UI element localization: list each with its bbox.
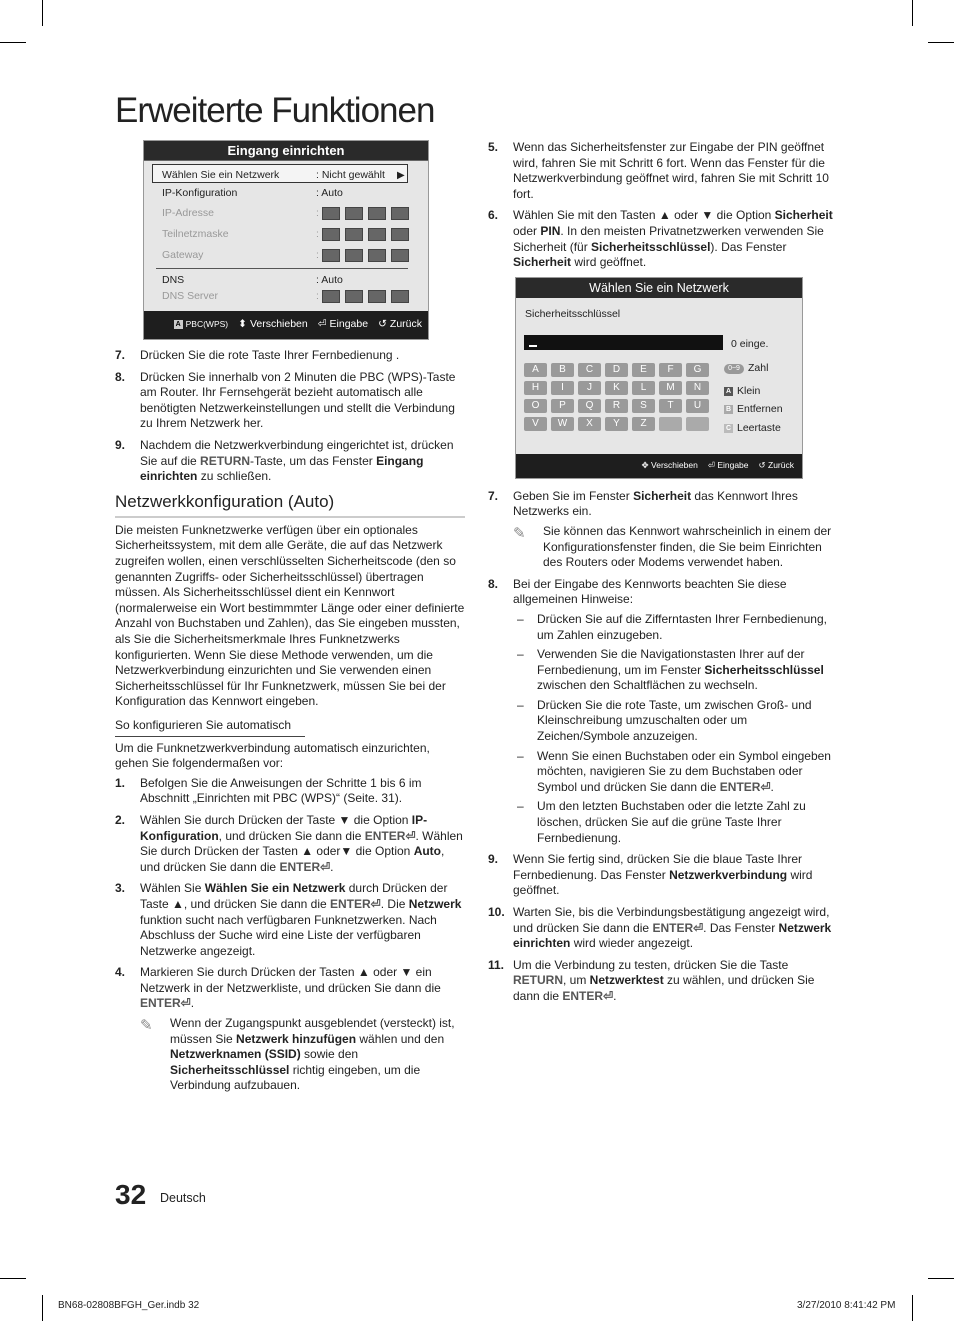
right-column [488,140,840,1011]
text-cursor [529,345,537,347]
key-h[interactable]: H [524,381,547,395]
step-number: 1. [115,775,126,790]
enter-icon: ⏎ [370,896,381,911]
footer-move [238,318,308,332]
list-item [115,965,465,1094]
enter-icon: ⏎ [405,828,416,843]
subheading-intro: Um die Funknetzwerkverbindung automatisch einzurichten, gehen Sie folgendermaßen vor: [115,740,430,771]
step-number: 5. [488,140,499,154]
key-w[interactable]: W [551,417,574,431]
hint-text: Um den letzten Buchstaben oder die letzte Zahl zu löschen, drücken Sie auf die grüne Taste Ihrer Fernbedienung. [537,799,806,845]
footer-enter-label: Eingabe [717,460,749,471]
step-text: Befolgen Sie die Anweisungen der Schritte 1 bis 6 im Abschnitt „Einrichten mit PBC (WPS)“ (Seite. 31). [140,775,422,806]
ui-term: Netzwerknamen (SSID) [170,1047,301,1062]
ip-octet-fields [322,290,409,303]
footer-move-label: Verschieben [651,460,698,471]
key-q[interactable]: Q [578,399,601,413]
field-label: Sicherheitsschlüssel [525,307,621,320]
enter-icon: ⏎ [693,920,704,935]
row-value: : [316,249,319,261]
note [513,524,840,571]
number-key-icon: 0~9 [724,364,744,374]
ui-term: IP-Konfiguration [140,812,428,843]
step-number: 11. [488,957,505,972]
step-number: 3. [115,881,126,896]
ui-term: Netzwerktest [589,973,664,988]
key-f[interactable]: F [659,363,682,377]
move-arrows-icon: ✥ [641,460,649,471]
page-number: 32 [115,1179,147,1210]
steps-list [488,489,840,1005]
key-a[interactable]: A [524,363,547,377]
list-item [115,776,465,807]
key-e[interactable]: E [632,363,655,377]
list-item [115,813,465,875]
key-z[interactable]: Z [632,417,655,431]
legend-label: Klein [737,384,761,397]
text: . Wählen Sie durch Drücken der Tasten ▲ oder▼ die Option [140,828,463,859]
text: das Kennwort Ihres Netzwerks ein. [513,488,798,519]
row-label: IP-Adresse [162,207,214,219]
row-value: : [316,207,319,219]
text: . Die [380,896,409,911]
ip-octet-fields [322,228,409,241]
step-text: Bei der Eingabe des Kennworts beachten Sie diese allgemeinen Hinweise: [513,576,787,607]
onscreen-keyboard [524,363,709,431]
green-key-icon: B [725,406,732,414]
crop-mark [0,42,26,43]
key-s[interactable]: S [632,399,655,413]
footer-move-label: Verschieben [249,318,308,331]
step-text: Drücken Sie die rote Taste Ihrer Fernbedienung . [140,348,400,362]
text: . [613,988,617,1003]
footer-back [759,460,794,471]
hint-item: – Verwenden Sie die Navigationstasten Ihrer auf der Fernbedienung, um im Fenster Sicherheitsschlüssel zwischen den Schaltflächen zu wechseln. [517,647,824,693]
char-count: 0 einge. [731,337,769,350]
footer-enter [708,460,749,471]
ui-term: Wählen Sie ein Netzwerk [204,881,346,896]
legend-red [724,385,760,399]
screen-title: Eingang einrichten [144,141,428,161]
key-name: ENTER [330,896,371,911]
footer-move [642,460,698,471]
hint-item: – Wenn Sie einen Buchstaben oder ein Symbol eingeben möchten, navigieren Sie zu dem Buchstaben oder Symbol und drücken Sie dann die ENTER⏎. [517,748,831,794]
key-v[interactable]: V [524,417,547,431]
row-value: : [316,228,319,240]
auto-steps-list [115,776,465,1094]
ui-term: Sicherheit [774,208,833,223]
text: Wenn der Zugangspunkt ausgeblendet (versteckt) ist, müssen Sie [170,1016,455,1046]
text: -Taste, um das Fenster [250,453,377,468]
text: Verwenden Sie die Navigationstasten Ihrer auf der Fernbedienung, um im Fenster [537,647,805,677]
key-blank[interactable] [686,417,709,431]
ui-term: Netzwerk [408,896,462,911]
key-d[interactable]: D [605,363,628,377]
list-item [488,489,840,571]
yellow-key-icon: C [725,425,732,433]
step-number: 2. [115,812,126,827]
crop-mark [928,42,954,43]
crop-mark [0,1278,26,1279]
footer-back-label: Zurück [768,460,794,471]
arrow-right-icon: ▶ [397,170,405,181]
security-key-screen [515,277,803,479]
pencil-icon: ✎ [513,524,526,542]
enter-icon: ⏎ [180,996,191,1011]
hint-item: – Drücken Sie auf die Zifferntasten Ihrer Fernbedienung, um Zahlen einzugeben. [517,611,827,642]
ui-term: Eingang einrichten [140,453,424,484]
text: , um [563,973,590,988]
return-icon: ↺ [758,460,766,471]
text: Warten Sie, bis die Verbindungsbestätigung angezeigt wird, und drücken Sie dann die [513,905,830,935]
left-column [115,140,465,1100]
enter-icon: ⏎ [320,859,331,874]
step-number: 6. [488,208,499,223]
step-number: 9. [115,437,126,452]
hint-item: – Um den letzten Buchstaben oder die letzte Zahl zu löschen, drücken Sie auf die grüne Taste Ihrer Fernbedienung. [517,799,806,845]
text: funktion sucht nach verfügbaren Funknetzwerken. Nach Abschluss der Suche wird eine Liste der verfügbaren Netzwerke angezeigt. [140,912,437,958]
enter-icon: ⏎ [317,318,327,331]
step-number: 9. [488,852,499,867]
step-number: 7. [115,348,126,362]
text: . [770,779,774,794]
legend-label: Leertaste [737,421,781,434]
text: Wählen Sie [140,881,205,896]
legend-label: Zahl [748,361,769,374]
text: Wenn Sie fertig sind, drücken Sie die blaue Taste Ihrer Fernbedienung. Das Fenster [513,852,803,882]
section-intro: Die meisten Funknetzwerke verfügen über ein optionales Sicherheitssystem, mit dem alle Geräte, die auf das Netzwerk zugreifen wollen, einen verschlüsselten Sicherheitscode (den so genannten Zugriffs- oder Sicherheitsschlüssel) übertragen müssen. Als Sicherheitsschlüssel dient ein Kennwort (normalerweise ein Wort bestimmmter Länge oder einer definierte Anzahl von Buchstaben und Zahlen), das Sie eingeben mussten, als Sie die Sicherheitsmerkmale Ihres Funknetzwerks konfigurierten. Wenn Sie diese Methode verwenden, um die Netzwerkverbindung einzurichten und Sie verwenden einen Sicherheitsschlüssel für Ihr Funknetzwerk, müssen Sie bei der Konfiguration das Kennwort eingeben. [115,522,465,709]
text: Nachdem die Netzwerkverbindung eingerichtet ist, drücken Sie auf die [140,437,454,468]
text: Geben Sie im Fenster [513,488,634,503]
list-item [115,348,465,364]
ip-octet-fields [322,207,409,220]
list-item [488,140,840,202]
security-key-input[interactable] [524,335,723,350]
crop-mark [42,1295,43,1321]
key-name: RETURN [200,453,251,468]
text: Um die Verbindung zu testen, drücken Sie die Taste [513,957,789,972]
red-key-icon: A [725,388,732,396]
key-b[interactable]: B [551,363,574,377]
key-name: ENTER [364,828,406,843]
key-blank[interactable] [659,417,682,431]
hint-text: Drücken Sie auf die Zifferntasten Ihrer Fernbedienung, um Zahlen einzugeben. [537,611,827,642]
key-x[interactable]: X [578,417,601,431]
legend-green [724,403,783,417]
ui-term: Sicherheit [513,255,572,270]
row-label: IP-Konfiguration [162,187,238,199]
key-c[interactable]: C [578,363,601,377]
list-item [115,438,465,485]
list-item [488,852,840,899]
screen-footer [144,311,428,339]
section-heading: Netzwerkkonfiguration (Auto) [115,491,465,518]
text: richtig eingeben, um die Verbindung aufzubauen. [170,1062,421,1093]
text: ). Das Fenster [710,239,787,254]
print-file-info: BN68-02808BFGH_Ger.indb 32 [58,1300,200,1311]
row-value: : Auto [316,274,343,286]
print-date-info: 3/27/2010 8:41:42 PM [797,1300,896,1311]
row-value: : Auto [316,187,343,199]
ui-term: Netzwerk einrichten [513,920,832,951]
footer-pbc[interactable] [174,319,229,330]
legend-yellow [724,422,781,436]
footer-pbc-label: PBC(WPS) [185,319,229,330]
ui-term: Sicherheitsschlüssel [170,1062,290,1077]
ui-term: Sicherheitsschlüssel [591,239,711,254]
text: Markieren Sie durch Drücken der Tasten ▲ oder ▼ ein Netzwerk in der Netzwerkliste, und drücken Sie dann die [140,965,441,995]
key-n[interactable]: N [686,381,709,395]
row-label: Wählen Sie ein Netzwerk [162,169,280,181]
text: oder [513,223,541,238]
screen-footer [516,454,802,478]
updown-arrows-icon: ⬍ [238,318,247,331]
key-t[interactable]: T [659,399,682,413]
list-item [115,881,465,959]
note-text: Sie können das Kennwort wahrscheinlich in einem der Konfigurationsfenster finden, die Sie beim Einrichten des Routers oder Modems verwendet haben. [543,523,832,570]
row-value: : Nicht gewählt [316,169,385,181]
step-number: 7. [488,488,499,503]
key-name: ENTER [562,988,604,1003]
crop-mark [42,0,43,26]
text: . Das Fenster [703,920,779,935]
text: , und drücken Sie dann die [140,844,445,874]
key-j[interactable]: J [578,381,601,395]
text: sowie den [300,1047,359,1062]
key-name: ENTER [652,920,694,935]
text: zu schließen. [197,469,272,484]
pencil-icon: ✎ [140,1017,153,1035]
key-y[interactable]: Y [605,417,628,431]
step-number: 8. [115,369,126,384]
red-key-icon: A [175,321,181,329]
subheading: So konfigurieren Sie automatisch [115,718,305,737]
ip-octet-fields [322,249,409,262]
list-item [488,208,840,270]
text: Wählen Sie mit den Tasten ▲ oder ▼ die Option [513,208,775,223]
text: Wählen Sie durch Drücken der Taste ▼ die Option [140,812,412,827]
list-item [115,370,465,432]
note [140,1016,465,1094]
enter-icon: ⏎ [707,460,715,471]
key-r[interactable]: R [605,399,628,413]
hint-text: Drücken Sie die rote Taste, um zwischen Groß- und Kleinschreibung umzuschalten oder um Zeichen/Symbole anzuzeigen. [537,697,812,744]
text: zu wählen, und drücken Sie dann die [513,973,815,1003]
text: . In den meisten Privatnetzwerken verwenden Sie Sicherheit (für [513,223,824,254]
text: Wenn Sie einen Buchstaben oder ein Symbol eingeben möchten, navigieren Sie zu dem Buchstaben oder Symbol und drücken Sie dann die [537,748,831,794]
hint-list [513,612,840,846]
text: . [190,996,195,1011]
row-label: DNS [162,274,185,286]
legend-label: Entfernen [737,402,783,415]
footer-back [378,318,422,332]
footer-back-label: Zurück [389,318,422,331]
row-label: Gateway [162,249,204,261]
divider [156,268,408,269]
steps-list [115,348,465,485]
step-text: Wenn das Sicherheitsfenster zur Eingabe der PIN geöffnet wird, fahren Sie mit Schritt 6 fort. Wenn das Fenster für die Netzwerkverbindung geöffnet wird, fahren Sie mit Schritt 10 fort. [513,140,829,201]
hint-item: – Drücken Sie die rote Taste, um zwischen Groß- und Kleinschreibung umzuschalten oder um Zeichen/Symbole anzuzeigen. [517,697,812,744]
list-item [488,577,840,847]
return-icon: ↺ [378,318,387,331]
step-text: Drücken Sie innerhalb von 2 Minuten die PBC (WPS)-Taste am Router. Ihr Fernsehgerät bezieht automatisch alle benötigten Netzwerkeinstellungen und stellt die Verbindung zu Ihrem Netzwerk her. [140,369,456,431]
row-label: Teilnetzmaske [162,228,229,240]
text: wird geöffnet. [513,867,813,898]
list-item [488,905,840,952]
crop-mark [912,0,913,26]
enter-icon: ⏎ [603,988,614,1003]
page-title: Erweiterte Funktionen [115,91,435,130]
step-number: 8. [488,576,499,591]
text: wird wieder angezeigt. [570,936,694,951]
ui-term: Netzwerkverbindung [669,867,788,882]
key-name: ENTER [140,996,181,1011]
ui-term: Sicherheit [633,488,692,503]
text: wird geöffnet. [571,255,647,270]
legend-number [724,362,768,376]
key-i[interactable]: I [551,381,574,395]
ui-term: Auto [413,844,442,859]
row-value: : [316,290,319,302]
enter-icon: ⏎ [760,779,771,794]
step-number: 4. [115,965,126,980]
text: wählen und den [356,1031,445,1046]
crop-mark [928,1278,954,1279]
key-name: ENTER [279,859,321,874]
text: , und drücken Sie dann die [218,828,365,843]
key-name: ENTER [719,779,761,794]
text: . [330,859,334,874]
key-u[interactable]: U [686,399,709,413]
footer-enter [318,318,368,332]
row-label: DNS Server [162,290,219,302]
key-o[interactable]: O [524,399,547,413]
key-k[interactable]: K [605,381,628,395]
crop-mark [912,1295,913,1321]
key-l[interactable]: L [632,381,655,395]
key-name: RETURN [513,973,563,988]
ui-term: Netzwerk hinzufügen [236,1031,357,1046]
footer-enter-label: Eingabe [329,318,369,331]
step-number: 10. [488,905,505,919]
page-language: Deutsch [160,1191,206,1205]
screen-title: Wählen Sie ein Netzwerk [516,278,802,298]
text: zwischen den Schaltflächen zu wechseln. [537,678,758,693]
key-p[interactable]: P [551,399,574,413]
ui-term: PIN [540,223,561,238]
text: durch Drücken der Taste ▲, und drücken Sie dann die [140,881,448,911]
key-m[interactable]: M [659,381,682,395]
key-g[interactable]: G [686,363,709,377]
network-setup-screen [143,140,429,340]
list-item [488,958,840,1005]
ui-term: Sicherheitsschlüssel [704,662,824,677]
